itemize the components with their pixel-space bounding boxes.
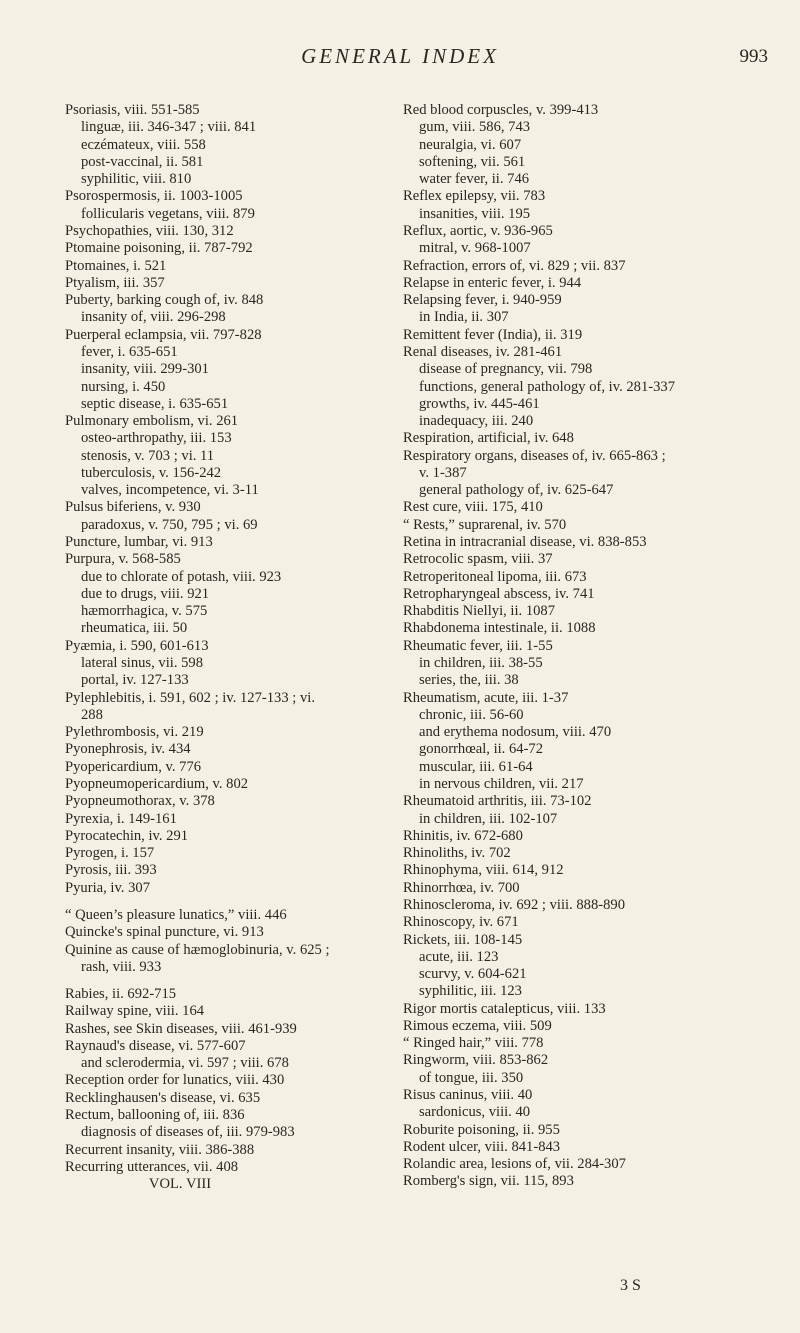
index-entry: Pulsus biferiens, v. 930 bbox=[65, 499, 201, 516]
index-entry-continuation: 288 bbox=[81, 706, 103, 723]
index-entry: Pyrexia, i. 149-161 bbox=[65, 810, 177, 827]
index-subentry: post-vaccinal, ii. 581 bbox=[81, 153, 204, 170]
index-subentry: eczémateux, viii. 558 bbox=[81, 136, 206, 153]
left-index-column bbox=[65, 102, 425, 1193]
index-entry: Rhinoscopy, iv. 671 bbox=[403, 914, 519, 931]
index-entry: Rimous eczema, viii. 509 bbox=[403, 1017, 552, 1034]
index-entry: Retroperitoneal lipoma, iii. 673 bbox=[403, 568, 587, 585]
index-entry: Rhinophyma, viii. 614, 912 bbox=[403, 862, 564, 879]
index-subentry: diagnosis of diseases of, iii. 979-983 bbox=[81, 1124, 295, 1141]
index-subentry: chronic, iii. 56-60 bbox=[419, 706, 524, 723]
index-entry: Retina in intracranial disease, vi. 838-853 bbox=[403, 534, 647, 551]
index-subentry: lateral sinus, vii. 598 bbox=[81, 655, 204, 671]
index-subentry: fever, i. 635-651 bbox=[81, 343, 178, 360]
index-subentry: valves, incompetence, vi. 3-11 bbox=[81, 482, 259, 499]
index-subentry: in children, iii. 38-55 bbox=[419, 655, 543, 671]
index-entry: Rickets, iii. 108-145 bbox=[403, 931, 523, 948]
index-entry: Psorospermosis, ii. 1003-1005 bbox=[65, 188, 243, 205]
index-entry: Puerperal eclampsia, vii. 797-828 bbox=[65, 326, 262, 343]
index-entry: Red blood corpuscles, v. 399-413 bbox=[403, 102, 599, 118]
index-subentry: mitral, v. 968-1007 bbox=[419, 240, 531, 257]
index-entry: Pylephlebitis, i. 591, 602 ; iv. 127-133 ; vi. bbox=[65, 689, 315, 706]
index-subentry: syphilitic, iii. 123 bbox=[419, 983, 522, 1000]
index-entry: Relapse in enteric fever, i. 944 bbox=[403, 274, 582, 291]
index-entry: Rhabdonema intestinale, ii. 1088 bbox=[403, 620, 596, 637]
index-entry: Reception order for lunatics, viii. 430 bbox=[65, 1072, 285, 1089]
index-subentry: linguæ, iii. 346-347 ; viii. 841 bbox=[81, 119, 257, 136]
index-entry: Reflux, aortic, v. 936-965 bbox=[403, 222, 553, 239]
index-entry: Pyopneumopericardium, v. 802 bbox=[65, 775, 249, 792]
index-entry: Raynaud's disease, vi. 577-607 bbox=[65, 1037, 246, 1054]
index-subentry: rheumatica, iii. 50 bbox=[81, 620, 188, 637]
index-subentry: and erythema nodosum, viii. 470 bbox=[419, 724, 612, 741]
index-entry: Pyonephrosis, iv. 434 bbox=[65, 741, 191, 758]
index-entry: Ptyalism, iii. 357 bbox=[65, 274, 165, 291]
index-subentry: sardonicus, viii. 40 bbox=[419, 1104, 531, 1121]
index-subentry: series, the, iii. 38 bbox=[419, 672, 519, 689]
index-entry: Rhinitis, iv. 672-680 bbox=[403, 827, 523, 844]
index-entry: Psychopathies, viii. 130, 312 bbox=[65, 222, 234, 239]
index-subentry: insanity, viii. 299-301 bbox=[81, 361, 209, 378]
index-entry: Pyrocatechin, iv. 291 bbox=[65, 827, 189, 844]
index-entry: Rheumatism, acute, iii. 1-37 bbox=[403, 689, 569, 706]
index-subentry: stenosis, v. 703 ; vi. 11 bbox=[81, 447, 215, 464]
index-subentry: rash, viii. 933 bbox=[81, 958, 162, 975]
index-entry: Pyrogen, i. 157 bbox=[65, 845, 155, 862]
index-subentry: scurvy, v. 604-621 bbox=[419, 966, 527, 983]
index-entry: Recklinghausen's disease, vi. 635 bbox=[65, 1089, 261, 1106]
index-entry: Recurring utterances, vii. 408 bbox=[65, 1158, 239, 1175]
index-entry: Pyopericardium, v. 776 bbox=[65, 758, 202, 775]
index-entry: Renal diseases, iv. 281-461 bbox=[403, 343, 563, 360]
index-subentry: in India, ii. 307 bbox=[419, 309, 509, 326]
index-entry: Railway spine, viii. 164 bbox=[65, 1003, 205, 1020]
index-entry: Rectum, ballooning of, iii. 836 bbox=[65, 1107, 245, 1124]
index-entry: Recurrent insanity, viii. 386-388 bbox=[65, 1141, 255, 1158]
index-subentry: syphilitic, viii. 810 bbox=[81, 171, 192, 188]
index-subentry: softening, vii. 561 bbox=[419, 153, 526, 170]
index-entry: Refraction, errors of, vi. 829 ; vii. 837 bbox=[403, 257, 626, 274]
index-subentry: hæmorrhagica, v. 575 bbox=[81, 603, 208, 620]
index-entry: Pyuria, iv. 307 bbox=[65, 879, 150, 896]
index-subentry: nursing, i. 450 bbox=[81, 378, 166, 395]
signature-mark: 3 S bbox=[620, 1277, 641, 1294]
index-entry: Psoriasis, viii. 551-585 bbox=[65, 102, 200, 118]
index-entry: Respiration, artificial, iv. 648 bbox=[403, 430, 574, 447]
index-entry: Pulmonary embolism, vi. 261 bbox=[65, 413, 239, 430]
index-subentry: insanity of, viii. 296-298 bbox=[81, 309, 226, 326]
index-subentry: general pathology of, iv. 625-647 bbox=[419, 482, 614, 499]
index-subentry: functions, general pathology of, iv. 281-337 bbox=[419, 378, 676, 395]
index-entry: Romberg's sign, vii. 115, 893 bbox=[403, 1173, 574, 1190]
index-subentry: septic disease, i. 635-651 bbox=[81, 395, 229, 412]
index-entry: Ringworm, viii. 853-862 bbox=[403, 1052, 549, 1069]
index-entry: Puberty, barking cough of, iv. 848 bbox=[65, 292, 264, 309]
index-subentry: and sclerodermia, vi. 597 ; viii. 678 bbox=[81, 1055, 289, 1072]
index-entry: Ptomaines, i. 521 bbox=[65, 257, 167, 274]
index-entry: Quinine as cause of hæmoglobinuria, v. 625 ; bbox=[65, 941, 330, 958]
index-entry: Rheumatic fever, iii. 1-55 bbox=[403, 637, 553, 654]
index-subentry: in children, iii. 102-107 bbox=[419, 810, 558, 827]
index-entry: Rashes, see Skin diseases, viii. 461-939 bbox=[65, 1020, 297, 1037]
index-entry: Reflex epilepsy, vii. 783 bbox=[403, 188, 546, 205]
index-entry: Respiratory organs, diseases of, iv. 665-863 ; bbox=[403, 447, 666, 464]
index-entry: Puncture, lumbar, vi. 913 bbox=[65, 534, 213, 551]
index-entry: Rest cure, viii. 175, 410 bbox=[403, 499, 543, 516]
index-subentry: neuralgia, vi. 607 bbox=[419, 136, 522, 153]
right-index-column bbox=[403, 102, 763, 1191]
index-entry: “ Rests,” suprarenal, iv. 570 bbox=[403, 516, 567, 533]
index-entry: Rheumatoid arthritis, iii. 73-102 bbox=[403, 793, 592, 810]
index-entry: Retrocolic spasm, viii. 37 bbox=[403, 551, 553, 568]
index-subentry: osteo-arthropathy, iii. 153 bbox=[81, 430, 232, 447]
index-subentry: water fever, ii. 746 bbox=[419, 171, 530, 188]
index-subentry: insanities, viii. 195 bbox=[419, 205, 531, 222]
index-subentry: gonorrhœal, ii. 64-72 bbox=[419, 741, 544, 758]
index-subentry: paradoxus, v. 750, 795 ; vi. 69 bbox=[81, 516, 258, 533]
index-subentry: of tongue, iii. 350 bbox=[419, 1069, 524, 1086]
volume-mark: VOL. VIII bbox=[148, 1176, 212, 1193]
index-entry: Rodent ulcer, viii. 841-843 bbox=[403, 1138, 561, 1155]
page-number: 993 bbox=[739, 46, 768, 67]
index-entry: Rhinoliths, iv. 702 bbox=[403, 845, 511, 862]
index-subentry: growths, iv. 445-461 bbox=[419, 395, 540, 412]
index-subentry: due to drugs, viii. 921 bbox=[81, 585, 210, 602]
page-header bbox=[0, 44, 800, 84]
index-subentry: tuberculosis, v. 156-242 bbox=[81, 464, 222, 481]
index-entry: Pyopneumothorax, v. 378 bbox=[65, 793, 215, 810]
index-entry: Remittent fever (India), ii. 319 bbox=[403, 326, 583, 343]
index-entry: Pyæmia, i. 590, 601-613 bbox=[65, 637, 209, 654]
index-subentry: follicularis vegetans, viii. 879 bbox=[81, 205, 255, 222]
index-entry: “ Ringed hair,” viii. 778 bbox=[403, 1035, 544, 1052]
index-subentry: inadequacy, iii. 240 bbox=[419, 413, 534, 430]
index-subentry: portal, iv. 127-133 bbox=[81, 672, 189, 689]
index-entry: Rhabditis Niellyi, ii. 1087 bbox=[403, 603, 556, 620]
index-entry: Retropharyngeal abscess, iv. 741 bbox=[403, 585, 595, 602]
index-entry: Roburite poisoning, ii. 955 bbox=[403, 1121, 560, 1138]
index-entry: Purpura, v. 568-585 bbox=[65, 551, 181, 568]
running-head: GENERAL INDEX bbox=[301, 44, 499, 68]
index-entry: Relapsing fever, i. 940-959 bbox=[403, 292, 562, 309]
index-entry: Rigor mortis catalepticus, viii. 133 bbox=[403, 1000, 606, 1017]
index-entry: Ptomaine poisoning, ii. 787-792 bbox=[65, 240, 253, 257]
index-entry-continuation: v. 1-387 bbox=[419, 464, 467, 481]
index-subentry: disease of pregnancy, vii. 798 bbox=[419, 361, 593, 378]
index-entry: Pyrosis, iii. 393 bbox=[65, 862, 157, 879]
index-subentry: muscular, iii. 61-64 bbox=[419, 758, 533, 775]
index-entry: Pylethrombosis, vi. 219 bbox=[65, 724, 204, 741]
index-entry: Rolandic area, lesions of, vii. 284-307 bbox=[403, 1156, 626, 1173]
index-entry: Risus caninus, viii. 40 bbox=[403, 1087, 533, 1104]
index-entry: Quincke's spinal puncture, vi. 913 bbox=[65, 924, 264, 941]
index-entry: “ Queen’s pleasure lunatics,” viii. 446 bbox=[65, 906, 287, 923]
index-subentry: acute, iii. 123 bbox=[419, 948, 499, 965]
index-entry: Rabies, ii. 692-715 bbox=[65, 986, 177, 1003]
index-subentry: due to chlorate of potash, viii. 923 bbox=[81, 568, 282, 585]
index-subentry: in nervous children, vii. 217 bbox=[419, 775, 584, 792]
index-entry: Rhinoscleroma, iv. 692 ; viii. 888-890 bbox=[403, 896, 625, 913]
index-subentry: gum, viii. 586, 743 bbox=[419, 119, 531, 136]
index-entry: Rhinorrhœa, iv. 700 bbox=[403, 879, 520, 896]
